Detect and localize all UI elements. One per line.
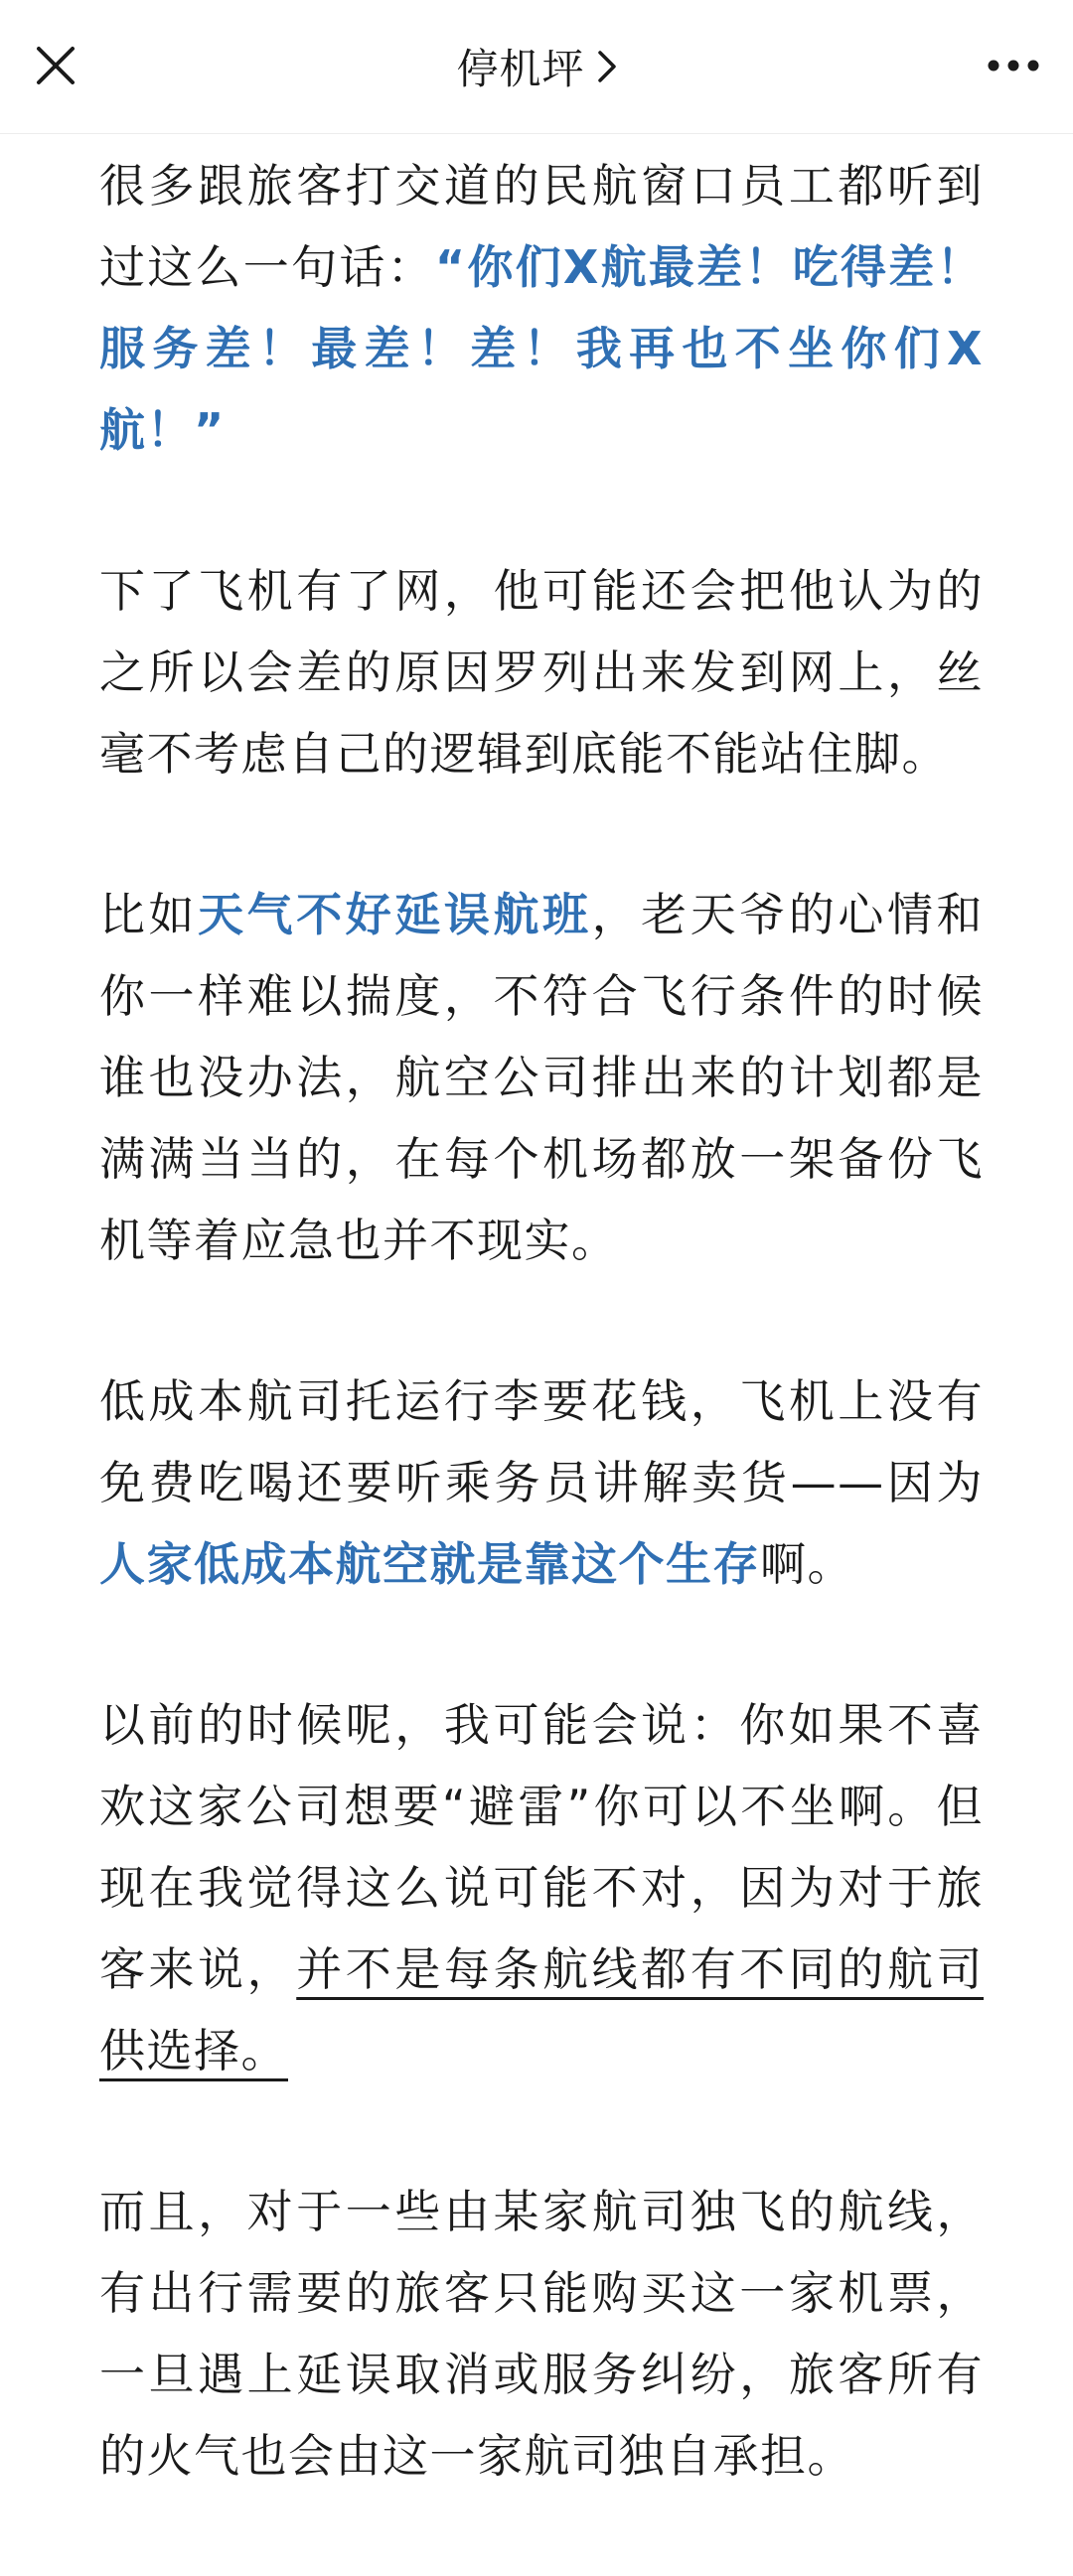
more-horizontal-icon [986,58,1041,73]
paragraph-1 [99,145,984,471]
page-title: 停机坪 [456,45,585,93]
paragraph-1-text: 很多跟旅客打交道的民航窗口员工都听到过这么一句话： [99,159,984,294]
paragraph-2 [99,550,984,794]
chevron-right-icon [597,50,617,83]
paragraph-3 [99,874,984,1281]
highlighted-phrase-weather: 天气不好延误航班 [198,888,592,941]
article-body [99,145,984,2576]
paragraph-5 [99,1684,984,2091]
paragraph-3-text-start: 比如 [99,888,199,941]
close-button[interactable] [18,28,93,103]
paragraph-4-text-start: 低成本航司托运行李要花钱，飞机上没有免费吃喝还要听乘务员讲解卖货——因为 [99,1374,984,1509]
highlighted-quote: “你们X航最差！吃得差！服务差！最差！差！我再也不坐你们X航！” [99,240,985,457]
highlighted-phrase-low-cost: 人家低成本航空就是靠这个生存 [99,1537,760,1591]
paragraph-4-text-end: 啊。 [760,1537,854,1591]
top-navigation-bar [0,0,1073,134]
paragraph-6 [99,2171,984,2497]
paragraph-5-text: 以前的时候呢，我可能会说：你如果不喜欢这家公司想要“避雷”你可以不坐啊。但现在我觉得这么说可能不对，因为对于旅客来说， [99,1698,984,1996]
underlined-phrase: 并不是每条航线都有不同的航司供选择。 [99,1942,985,2077]
paragraph-4 [99,1360,984,1605]
more-options-button[interactable] [974,28,1053,103]
paragraph-2-text: 下了飞机有了网，他可能还会把他认为的之所以会差的原因罗列出来发到网上，丝毫不考虑自己的逻辑到底能不能站住脚。 [99,564,984,781]
channel-title-button[interactable] [456,37,616,96]
close-icon [33,43,78,88]
paragraph-3-text-end: ，老天爷的心情和你一样难以揣度，不符合飞行条件的时候谁也没办法，航空公司排出来的计划都是满满当当的，在每个机场都放一架备份飞机等着应急也并不现实。 [99,888,985,1267]
paragraph-6-text: 而且，对于一些由某家航司独飞的航线，有出行需要的旅客只能购买这一家机票，一旦遇上延误取消或服务纠纷，旅客所有的火气也会由这一家航司独自承担。 [99,2185,984,2483]
